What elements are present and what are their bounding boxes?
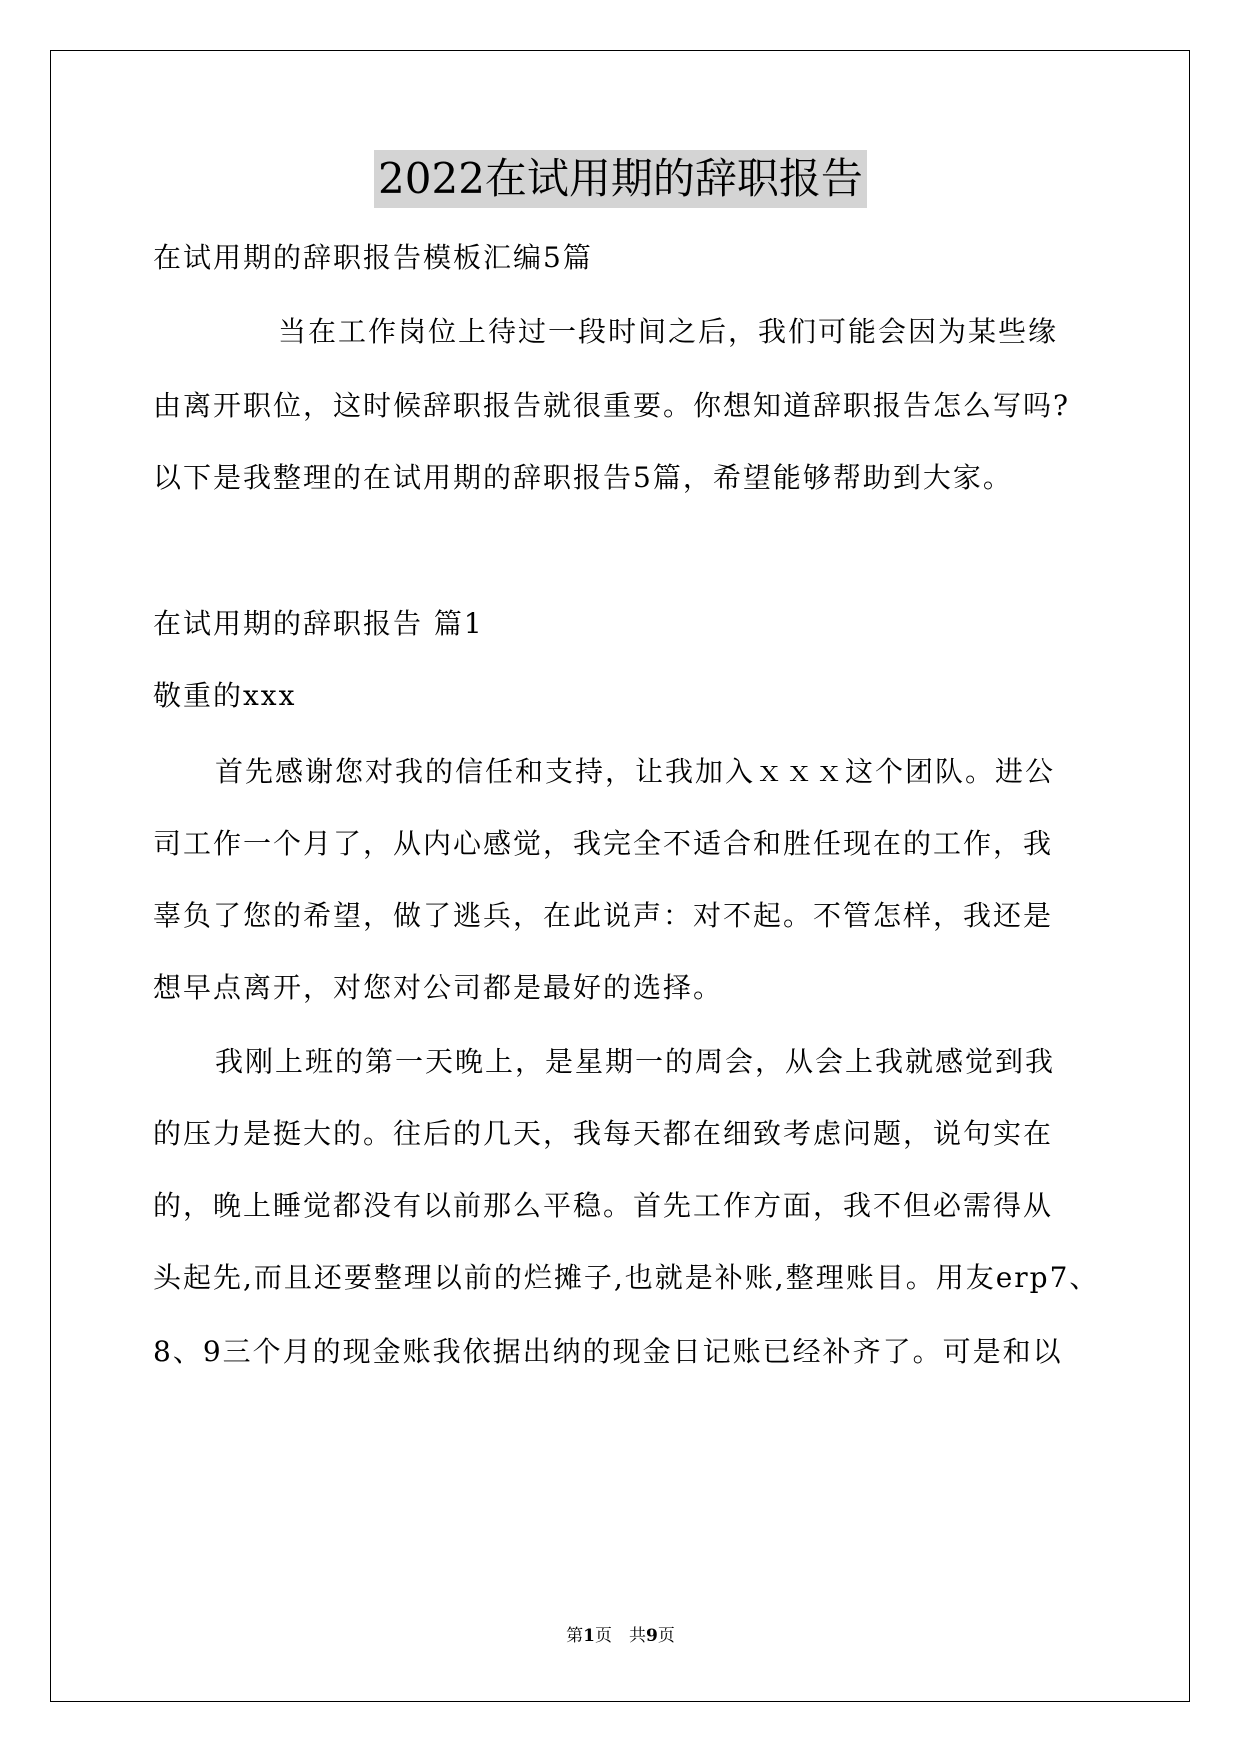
paragraph-line: 首先感谢您对我的信任和支持，让我加入ｘｘｘ这个团队。进公 (215, 755, 1056, 788)
intro-line: 由离开职位，这时候辞职报告就很重要。你想知道辞职报告怎么写吗? (153, 389, 1071, 422)
paragraph-line: 的压力是挺大的。往后的几天，我每天都在细致考虑问题，说句实在 (153, 1117, 1054, 1150)
paragraph-line: 头起先,而且还要整理以前的烂摊子,也就是补账,整理账目。用友erp7、 (153, 1261, 1100, 1294)
salutation: 敬重的xxx (153, 679, 297, 712)
intro-line: 以下是我整理的在试用期的辞职报告5篇，希望能够帮助到大家。 (153, 461, 1013, 494)
document-title: 2022在试用期的辞职报告 (374, 150, 867, 208)
document-subtitle: 在试用期的辞职报告模板汇编5篇 (153, 241, 593, 274)
page-border (50, 50, 1190, 1702)
page-prefix: 第 (566, 1626, 584, 1646)
paragraph-line: 司工作一个月了，从内心感觉，我完全不适合和胜任现在的工作，我 (153, 827, 1054, 860)
paragraph-line: 辜负了您的希望，做了逃兵，在此说声：对不起。不管怎样，我还是 (153, 899, 1054, 932)
paragraph-line: 8、9三个月的现金账我依据出纳的现金日记账已经补齐了。可是和以 (153, 1335, 1063, 1368)
page-total: 9 (646, 1626, 658, 1646)
page-footer (0, 1624, 1241, 1648)
page-suffix: 页 (657, 1626, 675, 1646)
intro-line: 当在工作岗位上待过一段时间之后，我们可能会因为某些缘 (278, 315, 1059, 348)
title-block (0, 150, 1241, 208)
page-current: 1 (583, 1626, 595, 1646)
section-heading: 在试用期的辞职报告 篇1 (153, 607, 484, 640)
paragraph-line: 我刚上班的第一天晚上，是星期一的周会，从会上我就感觉到我 (215, 1045, 1056, 1078)
paragraph-line: 的，晚上睡觉都没有以前那么平稳。首先工作方面，我不但必需得从 (153, 1189, 1054, 1222)
paragraph-line: 想早点离开，对您对公司都是最好的选择。 (153, 971, 724, 1004)
page-mid: 页 共 (595, 1626, 646, 1646)
